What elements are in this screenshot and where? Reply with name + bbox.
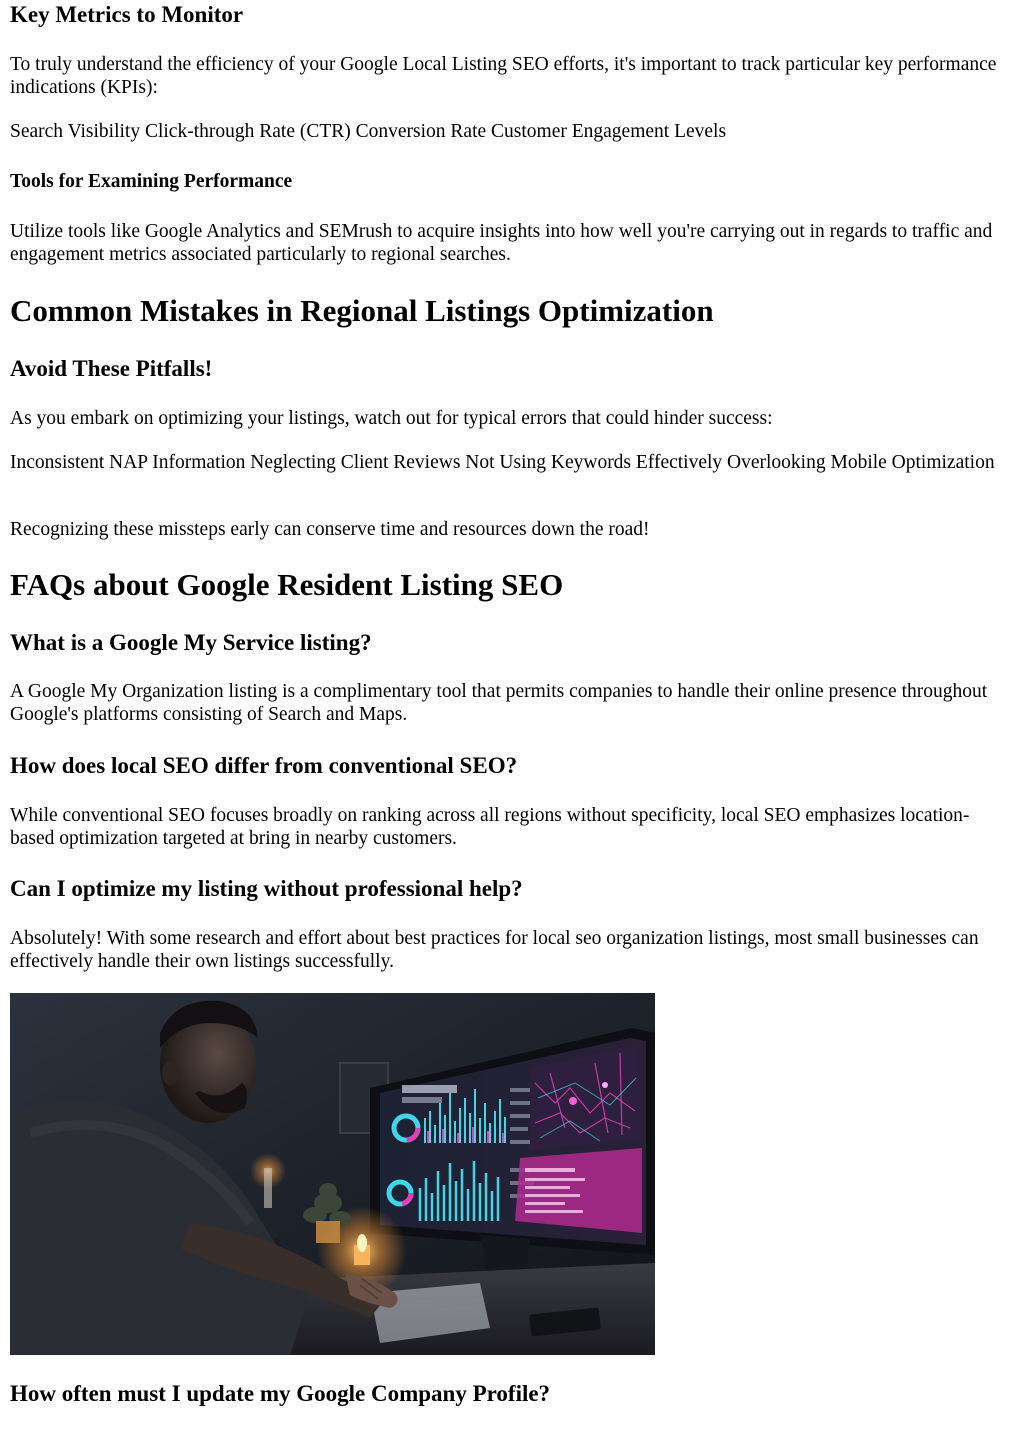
faq-answer: Absolutely! With some research and effort about best practices for local seo organization listings, most small businesses can effectively handle their own listings successfully. [10, 928, 979, 972]
heading-common-mistakes: Common Mistakes in Regional Listings Optimization [10, 293, 714, 328]
heading-tools: Tools for Examining Performance [10, 171, 293, 192]
analytics-dashboard-photo [10, 993, 655, 1355]
faq-question: How does local SEO differ from conventional SEO? [10, 753, 518, 778]
heading-avoid-pitfalls: Avoid These Pitfalls! [10, 356, 213, 381]
faq-answer: While conventional SEO focuses broadly on ranking across all regions without specificity, local SEO emphasizes location-based optimization targeted at bring in nearby customers. [10, 805, 970, 849]
faq-question: Can I optimize my listing without professional help? [10, 876, 523, 901]
paragraph-kpi-intro: To truly understand the efficiency of your Google Local Listing SEO efforts, it's important to track particular key performance indications (KPIs): [10, 54, 997, 98]
paragraph-mistakes-outro: Recognizing these missteps early can conserve time and resources down the road! [10, 519, 650, 540]
photo-illustration [10, 993, 655, 1355]
faq-question: What is a Google My Service listing? [10, 630, 372, 655]
heading-faqs: FAQs about Google Resident Listing SEO [10, 567, 564, 602]
faq-question: How often must I update my Google Company Profile? [10, 1381, 551, 1406]
paragraph-mistakes-list: Inconsistent NAP Information Neglecting Client Reviews Not Using Keywords Effectively Overlooking Mobile Optimization [10, 452, 995, 473]
faq-answer: A Google My Organization listing is a complimentary tool that permits companies to handle their online presence throughout Google's platforms consisting of Search and Maps. [10, 681, 988, 725]
paragraph-tools: Utilize tools like Google Analytics and SEMrush to acquire insights into how well you're carrying out in regards to traffic and engagement metrics associated particularly to regional searches. [10, 221, 993, 265]
paragraph-kpi-list: Search Visibility Click-through Rate (CTR) Conversion Rate Customer Engagement Levels [10, 121, 727, 142]
heading-key-metrics: Key Metrics to Monitor [10, 2, 244, 27]
paragraph-mistakes-intro: As you embark on optimizing your listings, watch out for typical errors that could hinder success: [10, 408, 773, 429]
